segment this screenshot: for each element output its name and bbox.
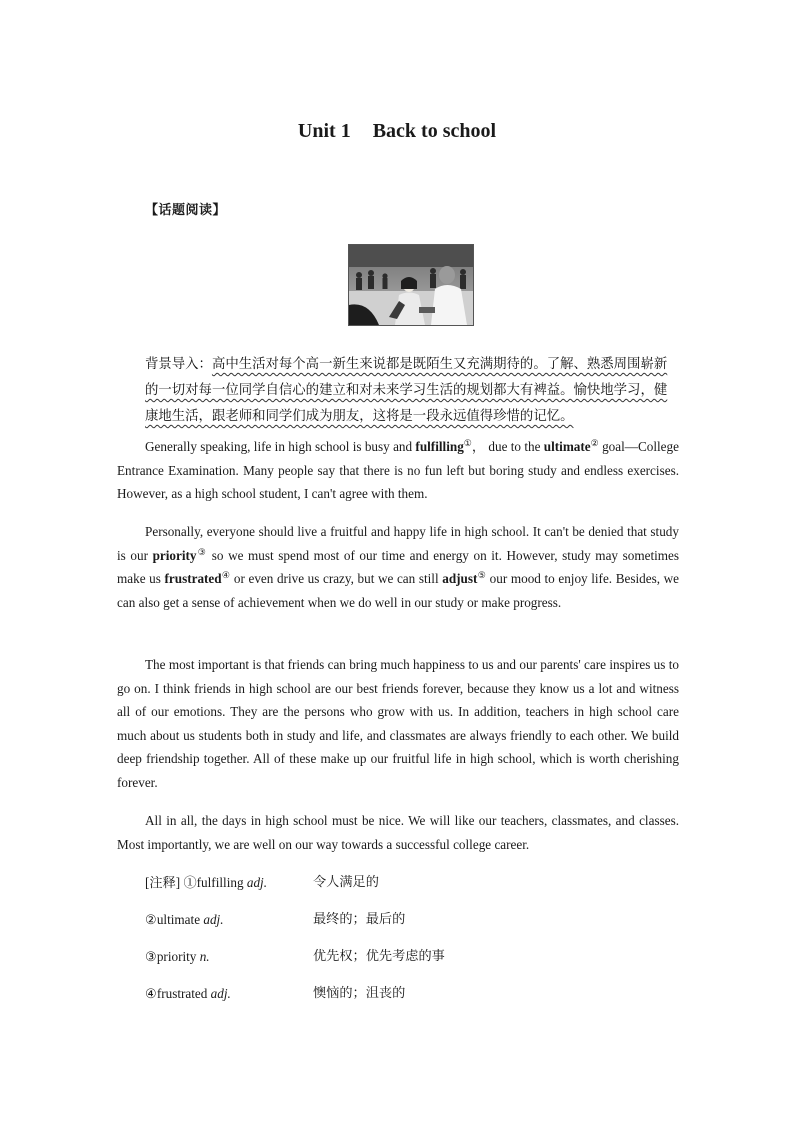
vocab-priority: priority <box>152 547 197 563</box>
p1-text-a: Generally speaking, life in high school is busy and <box>145 439 416 454</box>
note-pos: adj. <box>246 875 267 890</box>
footnote-marker-5: ⑤ <box>477 570 487 581</box>
note-number: ② <box>145 912 157 927</box>
page-title <box>0 120 794 143</box>
paragraph-3: The most important is that friends can bring much happiness to us and our parents' care inspires us to go on. I think friends in high school are our best friends forever, because they know us a lot and witness all of our emotions. They are the persons who grow with us. In addition, teachers in high school care much about us students both in study and life, and classmates are always friendly to each other. We build deep friendship together. All of these make up our fruitful life in high school, which is worth cherishing forever. <box>117 657 679 790</box>
note-item <box>145 984 545 1004</box>
footnote-marker-2: ② <box>590 438 599 448</box>
note-word: frustrated <box>156 986 211 1001</box>
note-number: ④ <box>145 986 157 1001</box>
paragraph-2 <box>117 520 679 614</box>
paragraph-1 <box>117 435 679 506</box>
unit-number: Unit 1 <box>297 120 351 142</box>
note-pos: adj. <box>203 912 224 927</box>
p2-text-d: our mood to enjoy life. Besides, we can also get a sense of achievement when we do well in our study or make progress. <box>117 571 679 610</box>
vocab-adjust: adjust <box>442 571 478 587</box>
note-number: ① <box>183 875 197 890</box>
unit-name: Back to school <box>372 120 497 142</box>
note-word: ultimate <box>156 912 204 927</box>
intro-label: 背景导入： <box>145 357 212 372</box>
background-intro <box>117 352 679 430</box>
note-word: priority <box>156 949 200 964</box>
paragraph-4: All in all, the days in high school must be nice. We will like our teachers, classmates, and classes. Most importantly, we are well on our way towards a successful college career. <box>117 813 679 852</box>
note-item <box>145 873 545 893</box>
note-meaning: 令人满足的 <box>313 875 379 890</box>
note-word: fulfilling <box>196 875 247 890</box>
vocab-frustrated: frustrated <box>164 571 222 587</box>
p2-text-b: so we must spend most of our time and energy on it. However, study may sometimes make us <box>117 547 680 587</box>
p2-text-a: Personally, everyone should live a fruitful and happy life in high school. It can't be denied that study is our <box>117 524 679 563</box>
note-number: ③ <box>145 949 157 964</box>
vocab-ultimate: ultimate <box>543 439 591 454</box>
intro-text: 高中生活对每个高一新生来说都是既陌生又充满期待的。了解、熟悉周围崭新的一切对每一位同学自信心的建立和对未来学习生活的规划都大有裨益。愉快地学习，健康地生活，跟老师和同学们成为朋友，这将是一段永远值得珍惜的记忆。 <box>145 357 668 424</box>
footnote-marker-1: ① <box>463 438 472 448</box>
p1-text-b: ， due to the <box>471 439 544 454</box>
note-pos: n. <box>199 949 210 964</box>
students-photo <box>348 244 474 326</box>
note-item <box>145 910 545 930</box>
footnote-marker-4: ④ <box>221 570 231 581</box>
note-pos: adj. <box>210 986 231 1001</box>
note-meaning: 懊恼的；沮丧的 <box>313 986 406 1001</box>
section-tag: 【话题阅读】 <box>145 203 227 218</box>
footnote-marker-3: ③ <box>196 546 208 557</box>
p1-text-c: goal—College Entrance Examination. Many people say that there is no fun left but boring study and endless exercises. However, as a high school student, I can't agree with them. <box>117 439 679 502</box>
vocab-fulfilling: fulfilling <box>415 439 464 454</box>
note-meaning: 优先权；优先考虑的事 <box>313 949 445 964</box>
note-item <box>145 947 545 967</box>
p2-text-c: or even drive us crazy, but we can still <box>230 571 443 587</box>
note-prefix: [注释] <box>145 875 184 890</box>
note-meaning: 最终的；最后的 <box>313 912 406 927</box>
